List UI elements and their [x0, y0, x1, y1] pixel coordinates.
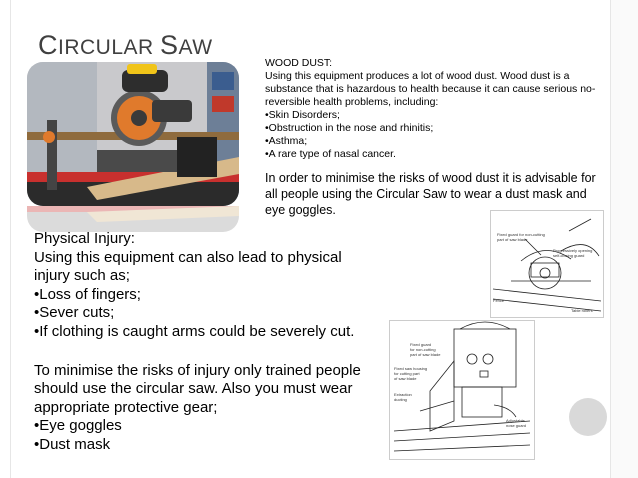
- injury-item: •Loss of fingers;: [34, 285, 141, 303]
- minimise-line: To minimise the risks of injury only trained people: [34, 361, 361, 379]
- wood-dust-section: [265, 57, 610, 218]
- diagram1-label: part of saw blade: [497, 237, 528, 242]
- diagram2-label: Fixed guard: [410, 342, 432, 347]
- title-initial-1: C: [38, 30, 58, 60]
- diagram1-label: Progressively opening: [553, 248, 593, 253]
- injury-intro-line: Using this equipment can also lead to physical: [34, 248, 342, 266]
- diagram2-label: Fixed saw housing: [394, 366, 428, 371]
- injury-item: •Sever cuts;: [34, 304, 115, 322]
- side-strip: [611, 0, 638, 478]
- diagram2-label: of saw blade: [394, 376, 417, 381]
- decorative-circle: [569, 398, 607, 436]
- slide-title: [38, 30, 213, 61]
- diagram2-label: Adjustable: [506, 418, 525, 423]
- diagram1-label: Fixed guard for non-cutting: [497, 232, 545, 237]
- injury-item: •If clothing is caught arms could be severely cut.: [34, 322, 355, 340]
- wood-dust-intro-line: substance that is hazardous to health because it can cause serious no-: [265, 83, 596, 95]
- diagram2-label: for cutting part: [394, 371, 420, 376]
- health-problem-item: •Obstruction in the nose and rhinitis;: [265, 122, 434, 134]
- health-problem-item: •Asthma;: [265, 135, 308, 147]
- diagram2-label: Extraction: [394, 392, 412, 397]
- slide-left-border: [10, 0, 11, 478]
- gear-item: •Dust mask: [34, 435, 111, 453]
- injury-intro-line: injury such as;: [34, 267, 130, 285]
- diagram1-label: Table rollers: [571, 308, 593, 313]
- health-problem-item: •Skin Disorders;: [265, 109, 340, 121]
- wood-dust-heading: WOOD DUST:: [265, 57, 333, 69]
- saw-guard-diagram-2: [389, 320, 535, 460]
- diagram2-label: nose guard: [506, 423, 527, 428]
- wood-dust-intro-line: reversible health problems, including:: [265, 96, 439, 108]
- minimise-line: appropriate protective gear;: [34, 398, 218, 416]
- health-problem-item: •A rare type of nasal cancer.: [265, 148, 396, 160]
- title-part-1: IRCULAR: [58, 36, 161, 59]
- diagram1-label: Fence: [493, 298, 505, 303]
- circular-saw-photo: [27, 62, 239, 206]
- title-initial-2: S: [160, 30, 179, 60]
- wood-dust-advice: In order to minimise the risks of wood dust it is advisable for all people using the Circular Saw to wear a dust mask and eye goggles.: [265, 171, 596, 217]
- diagram2-label: ducting: [394, 397, 407, 402]
- circular-saw-photo-reflection: [27, 206, 239, 232]
- diagram2-label: for non-cutting: [410, 347, 436, 352]
- wood-dust-intro-line: Using this equipment produces a lot of wood dust. Wood dust is a: [265, 70, 570, 82]
- diagram1-label: self-closing guard: [553, 253, 585, 258]
- title-part-2: AW: [178, 36, 213, 59]
- physical-injury-section: [34, 230, 386, 455]
- minimise-line: should use the circular saw. Also you must wear: [34, 380, 353, 398]
- gear-item: •Eye goggles: [34, 417, 122, 435]
- diagram2-label: part of saw blade: [410, 352, 441, 357]
- physical-injury-heading: Physical Injury:: [34, 230, 135, 247]
- saw-guard-diagram-1: [490, 210, 604, 318]
